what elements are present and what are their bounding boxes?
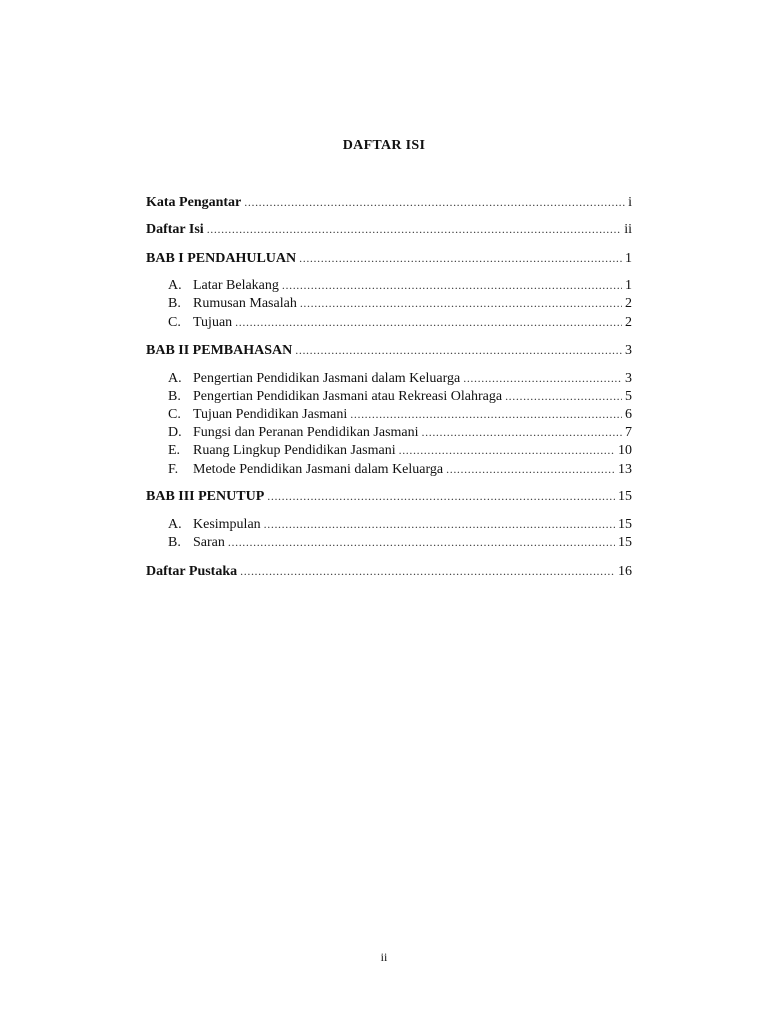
toc-entry-sub: [168, 423, 632, 441]
toc-entry-page: 2: [625, 296, 632, 311]
toc-entry-page: 5: [625, 389, 632, 404]
toc-entry-sub: [168, 276, 632, 294]
toc-entry-letter: D.: [168, 425, 182, 440]
dot-leader: [463, 369, 622, 387]
toc-entry-label: [146, 563, 237, 581]
toc-entry-text: Metode Pendidikan Jasmani dalam Keluarga: [193, 462, 444, 477]
toc-entry-label: [168, 534, 225, 552]
document-title: DAFTAR ISI: [342, 138, 426, 153]
toc-entry-page: 6: [625, 407, 632, 422]
dot-leader: [207, 220, 622, 238]
toc-entry-letter: F.: [168, 462, 179, 477]
toc-entry-text: Tujuan: [193, 315, 233, 330]
toc-entry-label: [146, 221, 204, 239]
toc-entry-label: [146, 194, 241, 212]
toc-entry-text: Kesimpulan: [193, 517, 261, 532]
toc-entry-label: [168, 370, 460, 388]
toc-entry-text: Tujuan Pendidikan Jasmani: [193, 407, 348, 422]
toc-entry-letter: C.: [168, 407, 181, 422]
toc-entry-letter: B.: [168, 296, 181, 311]
dot-leader: [399, 441, 615, 459]
toc-entry-page: i: [628, 195, 632, 210]
toc-entry-main: [146, 249, 632, 267]
toc-entry-sub: [168, 533, 632, 551]
toc-entry-label: [168, 442, 396, 460]
toc-entry-label: [146, 342, 292, 360]
toc-entry-page: 3: [625, 343, 632, 358]
toc-entry-sub: [168, 294, 632, 312]
dot-leader: [505, 387, 622, 405]
toc-entry-page: 15: [618, 535, 632, 550]
toc-entry-label: [168, 424, 419, 442]
toc-entry-letter: A.: [168, 371, 182, 386]
toc-entry-label: [168, 388, 502, 406]
toc-entry-text: Fungsi dan Peranan Pendidikan Jasmani: [193, 425, 419, 440]
dot-leader: [446, 460, 615, 478]
toc-entry-text: Saran: [193, 535, 225, 550]
dot-leader: [350, 405, 622, 423]
toc-entry-label: [168, 461, 443, 479]
toc-entry-main: [146, 341, 632, 359]
page-number: ii: [380, 950, 388, 964]
toc-entry-letter: B.: [168, 389, 181, 404]
toc-entry-label: [168, 295, 297, 313]
dot-leader: [264, 515, 615, 533]
toc-entry-label: [168, 406, 347, 424]
toc-entry-text: Ruang Lingkup Pendidikan Jasmani: [193, 443, 396, 458]
toc-entry-page: ii: [624, 222, 632, 237]
toc-entry-sub: [168, 441, 632, 459]
toc-entry-sub: [168, 515, 632, 533]
dot-leader: [300, 294, 622, 312]
toc-entry-main: [146, 220, 632, 238]
toc-entry-text: BAB I PENDAHULUAN: [146, 251, 297, 266]
dot-leader: [282, 276, 622, 294]
toc-entry-text: BAB III PENUTUP: [146, 489, 265, 504]
toc-entry-label: [146, 250, 296, 268]
dot-leader: [235, 313, 622, 331]
toc-entry-page: 15: [618, 517, 632, 532]
dot-leader: [244, 193, 625, 211]
toc-entry-page: 3: [625, 371, 632, 386]
toc-entry-page: 13: [618, 462, 632, 477]
toc-entry-page: 7: [625, 425, 632, 440]
toc-entry-page: 16: [618, 564, 632, 579]
toc-entry-main: [146, 487, 632, 505]
toc-entry-letter: A.: [168, 517, 182, 532]
toc-entry-text: Rumusan Masalah: [193, 296, 297, 311]
toc-entry-text: BAB II PEMBAHASAN: [146, 343, 293, 358]
toc-entry-sub: [168, 405, 632, 423]
toc-entry-sub: [168, 313, 632, 331]
toc-entry-sub: [168, 369, 632, 387]
toc-entry-main: [146, 193, 632, 211]
dot-leader: [422, 423, 622, 441]
toc-entry-label: [168, 277, 279, 295]
dot-leader: [228, 533, 615, 551]
toc-entry-label: [146, 488, 264, 506]
toc-entry-text: Kata Pengantar: [146, 195, 242, 210]
dot-leader: [295, 341, 622, 359]
toc-entry-sub: [168, 387, 632, 405]
toc-entry-page: 10: [618, 443, 632, 458]
toc-entry-label: [168, 516, 261, 534]
toc-entry-letter: B.: [168, 535, 181, 550]
toc-entry-text: Daftar Isi: [146, 222, 204, 237]
dot-leader: [240, 562, 615, 580]
toc-entry-page: 2: [625, 315, 632, 330]
toc-entry-page: 1: [625, 251, 632, 266]
toc-entry-letter: C.: [168, 315, 181, 330]
toc-entry-text: Daftar Pustaka: [146, 564, 238, 579]
dot-leader: [267, 487, 615, 505]
toc-entry-letter: E.: [168, 443, 181, 458]
toc-entry-letter: A.: [168, 278, 182, 293]
toc-entry-text: Pengertian Pendidikan Jasmani dalam Keluarga: [193, 371, 461, 386]
toc-entry-main: [146, 562, 632, 580]
toc-entry-page: 15: [618, 489, 632, 504]
toc-entry-page: 1: [625, 278, 632, 293]
toc-entry-text: Latar Belakang: [193, 278, 279, 293]
dot-leader: [299, 249, 622, 267]
toc-entry-text: Pengertian Pendidikan Jasmani atau Rekreasi Olahraga: [193, 389, 503, 404]
toc-entry-sub: [168, 460, 632, 478]
toc-entry-label: [168, 314, 232, 332]
